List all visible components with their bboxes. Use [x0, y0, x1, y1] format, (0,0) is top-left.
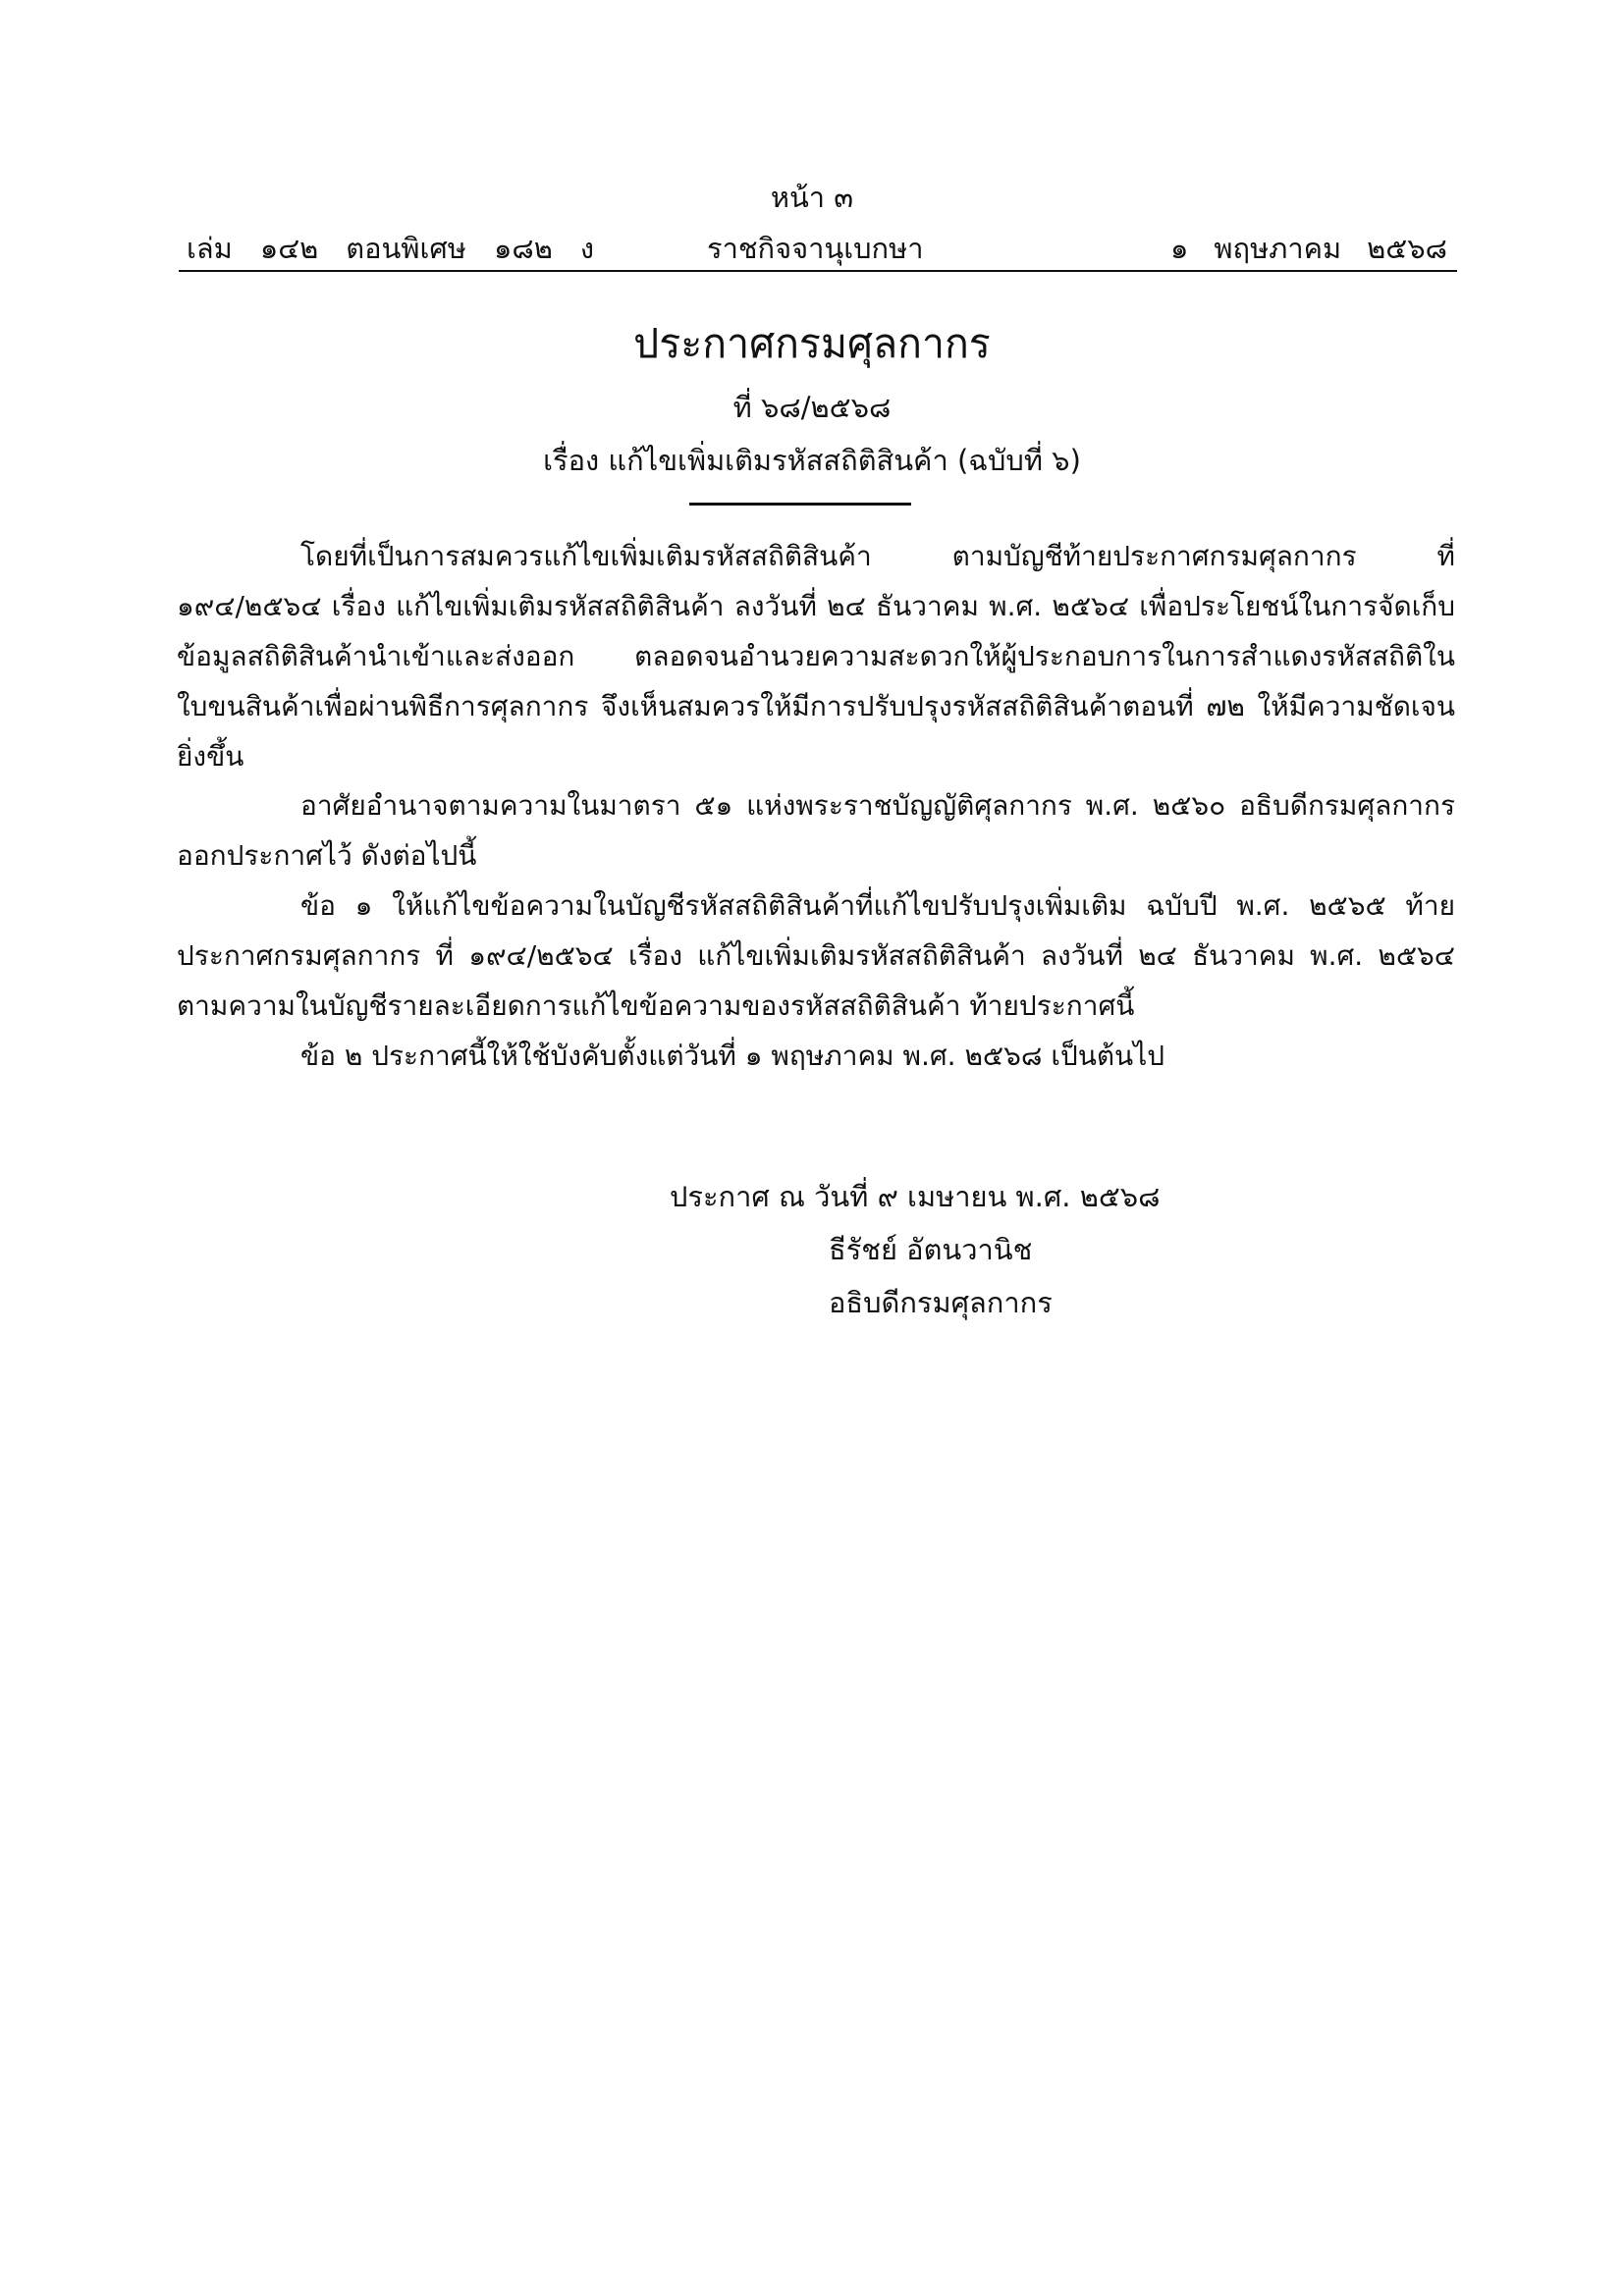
gazette-date [1145, 226, 1447, 271]
volume-number: ๑๔๒ [259, 232, 319, 265]
announcement-subject: เรื่อง แก้ไขเพิ่มเติมรหัสสถิติสินค้า (ฉบับที่ ๖) [543, 444, 1081, 477]
header-divider [179, 270, 1457, 272]
paragraph-text: อาศัยอำนาจตามความในมาตรา ๕๑ แห่งพระราชบัญญัติศุลกากร พ.ศ. ๒๕๖๐ อธิบดีกรมศุลกากรออกประกาศไว้ ดังต่อไปนี้ [177, 789, 1455, 872]
signature-date: ประกาศ ณ วันที่ ๙ เมษายน พ.ศ. ๒๕๖๘ [670, 1180, 1161, 1213]
date-day: ๑ [1170, 232, 1189, 265]
section-label: ตอนพิเศษ [346, 232, 466, 265]
gazette-issue-info [187, 226, 622, 271]
volume-label: เล่ม [187, 232, 233, 265]
body-paragraph-1 [177, 531, 1455, 781]
announcement-number: ที่ ๖๘/๒๕๖๘ [732, 391, 892, 424]
paragraph-text: ข้อ ๑ ให้แก้ไขข้อความในบัญชีรหัสสถิติสินค้าที่แก้ไขปรับปรุงเพิ่มเติม ฉบับปี พ.ศ. ๒๕๖๕ ท้ายประกาศกรมศุลกากร ที่ ๑๙๔/๒๕๖๔ เรื่อง แก้ไขเพิ่มเติมรหัสสถิติสินค้า ลงวันที่ ๒๔ ธันวาคม พ.ศ. ๒๕๖๔ ตามความในบัญชีรายละเอียดการแก้ไขข้อความของรหัสสถิติสินค้า ท้ายประกาศนี้ [177, 889, 1455, 1022]
paragraph-text: ข้อ ๒ ประกาศนี้ให้ใช้บังคับตั้งแต่วันที่ ๑ พฤษภาคม พ.ศ. ๒๕๖๘ เป็นต้นไป [300, 1040, 1165, 1072]
subject-divider [689, 503, 911, 506]
body-paragraph-2 [177, 780, 1455, 881]
page-number: หน้า ๓ [770, 181, 854, 214]
date-month: พฤษภาคม [1214, 232, 1342, 265]
publication-name: ราชกิจจานุเบกษา [707, 232, 924, 265]
section-letter: ง [579, 232, 595, 265]
gazette-header [179, 226, 1455, 265]
section-number: ๑๘๒ [493, 232, 553, 265]
announcement-title: ประกาศกรมศุลกากร [633, 320, 991, 367]
paragraph-text: โดยที่เป็นการสมควรแก้ไขเพิ่มเติมรหัสสถิติสินค้า ตามบัญชีท้ายประกาศกรมศุลกากร ที่ ๑๙๔/๒๕๖๔ เรื่อง แก้ไขเพิ่มเติมรหัสสถิติสินค้า ลงวันที่ ๒๔ ธันวาคม พ.ศ. ๒๕๖๔ เพื่อประโยชน์ในการจัดเก็บข้อมูลสถิติสินค้านำเข้าและส่งออก ตลอดจนอำนวยความสะดวกให้ผู้ประกอบการในการสำแดงรหัสสถิติในใบขนสินค้าเพื่อผ่านพิธีการศุลกากร จึงเห็นสมควรให้มีการปรับปรุงรหัสสถิติสินค้าตอนที่ ๗๒ ให้มีความชัดเจนยิ่งขึ้น [177, 540, 1455, 773]
signatory-name: ธีรัชย์ อัตนวานิช [829, 1233, 1033, 1266]
signatory-position: อธิบดีกรมศุลกากร [829, 1286, 1053, 1319]
date-year: ๒๕๖๘ [1367, 232, 1447, 265]
body-paragraph-3 [177, 881, 1455, 1031]
body-paragraph-4 [177, 1031, 1455, 1081]
